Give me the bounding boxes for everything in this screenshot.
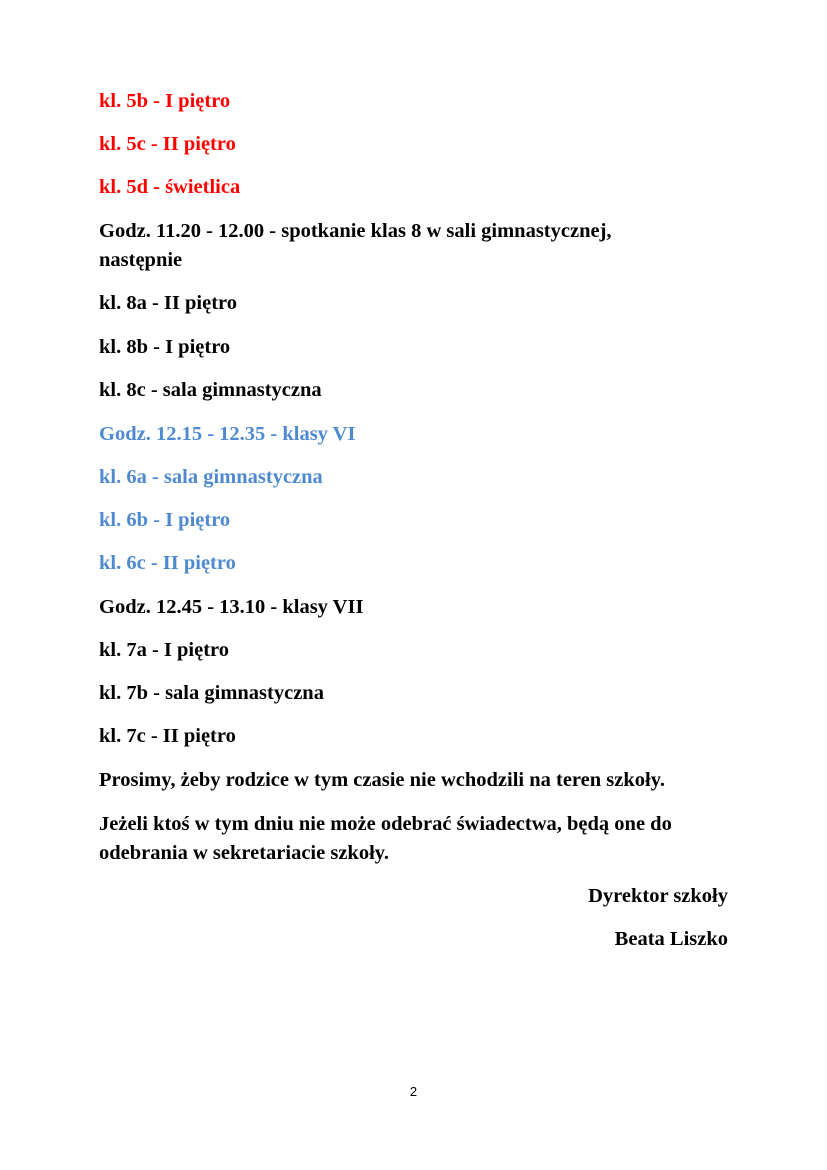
parents-notice: Prosimy, żeby rodzice w tym czasie nie wchodzili na teren szkoły.	[99, 769, 665, 791]
class-5d-line: kl. 5d - świetlica	[99, 176, 241, 198]
class-8b-line: kl. 8b - I piętro	[99, 336, 231, 358]
class-5b-line: kl. 5b - I piętro	[99, 90, 231, 112]
class-6c-line: kl. 6c - II piętro	[99, 552, 236, 574]
page-number: 2	[409, 1084, 418, 1099]
class-8c-line: kl. 8c - sala gimnastyczna	[99, 379, 322, 401]
signature-role: Dyrektor szkoły	[588, 885, 728, 907]
schedule-grade-8-heading: Godz. 11.20 - 12.00 - spotkanie klas 8 w sali gimnastycznej,	[99, 220, 612, 242]
class-7c-line: kl. 7c - II piętro	[99, 725, 236, 747]
class-7a-line: kl. 7a - I piętro	[99, 639, 230, 661]
class-6b-line: kl. 6b - I piętro	[99, 509, 231, 531]
schedule-grade-8-heading-continued: następnie	[99, 249, 183, 271]
certificate-notice-continued: odebrania w sekretariacie szkoły.	[99, 842, 390, 864]
certificate-notice: Jeżeli ktoś w tym dniu nie może odebrać świadectwa, będą one do	[99, 813, 672, 835]
schedule-grade-7-heading: Godz. 12.45 - 13.10 - klasy VII	[99, 596, 364, 618]
schedule-grade-6-heading: Godz. 12.15 - 12.35 - klasy VI	[99, 423, 356, 445]
class-7b-line: kl. 7b - sala gimnastyczna	[99, 682, 324, 704]
class-5c-line: kl. 5c - II piętro	[99, 133, 236, 155]
class-8a-line: kl. 8a - II piętro	[99, 292, 238, 314]
class-6a-line: kl. 6a - sala gimnastyczna	[99, 466, 323, 488]
signature-name: Beata Liszko	[614, 928, 728, 950]
